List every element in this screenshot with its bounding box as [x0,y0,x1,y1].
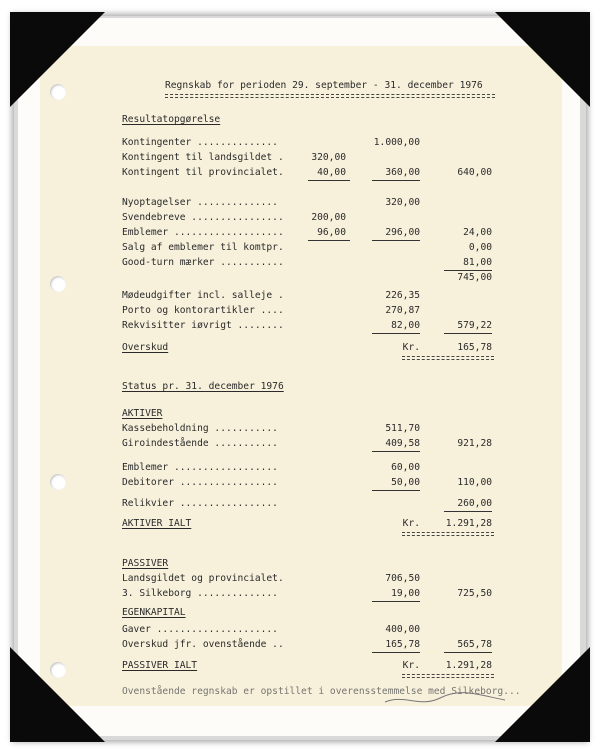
amount-a: 200,00 [311,212,346,223]
sum-line [372,451,420,452]
sum-line [444,652,492,653]
amount-c: 640,00 [457,167,492,178]
row-label: Gaver ..................... [122,624,278,635]
aktiver-heading: AKTIVER [122,408,163,419]
photo-corner-top-left [10,12,105,107]
sum-line [372,240,420,241]
section-heading-resultat: Resultatopgørelse [122,114,221,125]
amount-c: 81,00 [463,257,492,268]
row-label: Kontingent til provincialet. [122,167,284,178]
amount-b: 320,00 [385,197,420,208]
amount-c: 260,00 [457,498,492,509]
amount-c: 1.291,28 [445,518,492,529]
photo-corner-bottom-right [495,647,590,742]
row-label: Emblemer ................... [122,227,284,238]
amount-c: 165,78 [457,342,492,353]
amount-c: 745,00 [457,272,492,283]
amount-c: 579,22 [457,320,492,331]
amount-b: 82,00 [391,320,420,331]
page-title: Regnskab for perioden 29. september - 31. december 1976 [165,80,483,91]
amount-c: 921,28 [457,438,492,449]
amount-b: 270,87 [385,305,420,316]
total-double-line [402,356,494,360]
amount-b: 165,78 [385,639,420,650]
amount-c: 565,78 [457,639,492,650]
sum-line [444,333,492,334]
amount-b: 226,35 [385,290,420,301]
sum-line [372,490,420,491]
section-heading-status: Status pr. 31. december 1976 [122,381,284,392]
hole-punch [50,474,66,490]
row-label: Giroindestående ........... [122,438,278,449]
amount-b: 360,00 [385,167,420,178]
sum-line [372,333,420,334]
row-label: Kontingenter .............. [122,137,278,148]
amount-b: 60,00 [391,462,420,473]
row-label: Kontingent til landsgildet . [122,152,284,163]
row-label: Relikvier ................. [122,498,278,509]
currency-label: Kr. [402,342,420,353]
row-label: Emblemer .................. [122,462,278,473]
row-label: Mødeudgifter incl. salleje . [122,290,284,301]
amount-b: 511,70 [385,423,420,434]
sum-line [444,270,492,271]
amount-b: 19,00 [391,588,420,599]
amount-b: 706,50 [385,573,420,584]
amount-a: 96,00 [317,227,346,238]
currency-label: Kr. [402,660,420,671]
amount-b: 409,58 [385,438,420,449]
signature-scribble [380,690,510,710]
amount-c: 110,00 [457,477,492,488]
sum-line [372,652,420,653]
egenkapital-heading: EGENKAPITAL [122,607,186,618]
currency-label: Kr. [402,518,420,529]
photo-corner-bottom-left [10,647,105,742]
amount-c: 24,00 [463,227,492,238]
photo-corner-top-right [495,12,590,107]
sum-line [372,601,420,602]
total-double-line [402,532,494,536]
amount-a: 320,00 [311,152,346,163]
row-label: Landsgildet og provincialet. [122,573,284,584]
row-label: Kassebeholdning ........... [122,423,278,434]
passiver-total-label: PASSIVER IALT [122,660,198,671]
row-label: Svendebreve ................ [122,212,284,223]
row-label: Rekvisitter iøvrigt ........ [122,320,284,331]
row-label: 3. Silkeborg .............. [122,588,278,599]
sum-line [444,511,492,512]
amount-b: 1.000,00 [373,137,420,148]
amount-a: 40,00 [317,167,346,178]
sum-line [372,180,420,181]
row-label: Porto og kontorartikler .... [122,305,284,316]
title-double-underline [165,94,495,98]
row-label: Debitorer ................. [122,477,278,488]
sum-line [308,240,350,241]
total-double-line [402,674,494,678]
amount-b: 296,00 [385,227,420,238]
amount-c: 1.291,28 [445,660,492,671]
row-label: Good-turn mærker ........... [122,257,284,268]
footer-note: Ovenstående regnskab er opstillet i overensstemmelse med Silkeborg... [122,686,521,697]
row-label: Salg af emblemer til komtpr. [122,242,284,253]
amount-b: 400,00 [385,624,420,635]
row-label: Overskud jfr. ovenstående .. [122,639,284,650]
amount-c: 725,50 [457,588,492,599]
amount-b: 50,00 [391,477,420,488]
passiver-heading: PASSIVER [122,558,169,569]
sum-line [308,180,350,181]
ledger-page [40,46,562,706]
amount-c: 0,00 [468,242,492,253]
aktiver-total-label: AKTIVER IALT [122,518,192,529]
row-label-overskud: Overskud [122,342,169,353]
hole-punch [50,276,66,292]
row-label: Nyoptagelser .............. [122,197,278,208]
